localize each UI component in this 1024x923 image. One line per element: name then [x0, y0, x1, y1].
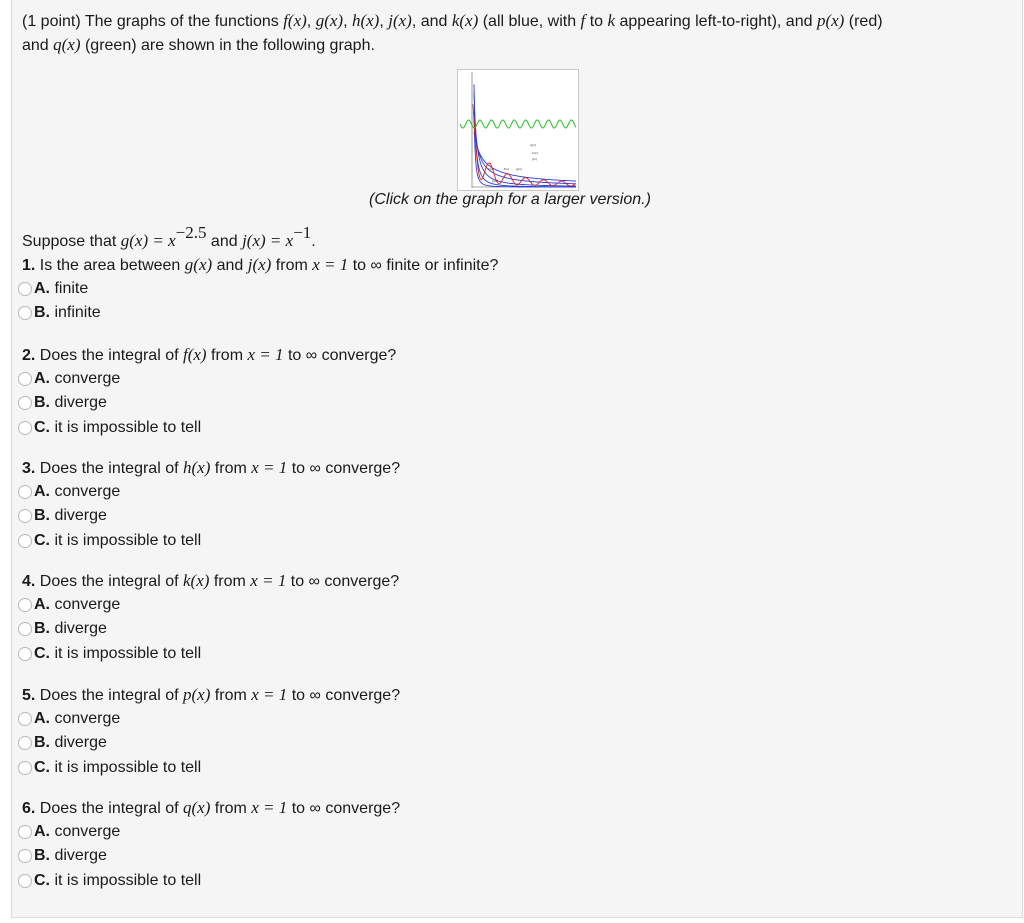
blue-curve-5	[474, 133, 576, 182]
math-p: p(x)	[816, 11, 845, 30]
option-letter: C.	[34, 644, 50, 662]
option-letter: C.	[34, 871, 50, 889]
radio-button[interactable]	[18, 534, 32, 548]
math-k-var: k	[607, 11, 616, 30]
option-b[interactable]	[18, 731, 400, 755]
math-j-def: j(x) = x	[242, 231, 294, 250]
question-text-part: Does the integral of	[35, 460, 183, 477]
option-text: converge	[50, 483, 121, 501]
curve-label: g(x)	[516, 167, 523, 171]
option-text: diverge	[50, 847, 107, 865]
math-bound: x = 1	[251, 685, 288, 704]
curve-label: j(x)	[532, 157, 537, 161]
question-5	[22, 683, 400, 780]
option-a[interactable]	[18, 480, 400, 504]
math-g: g(x)	[315, 11, 344, 30]
option-text: it is impossible to tell	[50, 644, 202, 662]
option-label	[34, 847, 107, 865]
intro-sep: ,	[306, 13, 316, 30]
option-c[interactable]	[18, 756, 400, 780]
question-2	[22, 343, 396, 440]
question-text-part: and	[212, 257, 248, 274]
math-bound: x = 1	[251, 458, 288, 477]
option-text: converge	[50, 823, 121, 841]
curve-label: h(x)	[488, 167, 495, 171]
radio-button[interactable]	[18, 874, 32, 888]
math-g-exponent: −2.5	[175, 222, 207, 242]
math-q: q(x)	[53, 35, 81, 54]
intro-text: (1 point) The graphs of the functions	[22, 13, 284, 30]
math-g-def: g(x) = x	[120, 231, 176, 250]
option-letter: C.	[34, 758, 50, 776]
math-fn: q(x)	[182, 798, 211, 817]
option-letter: B.	[34, 394, 50, 412]
math-fn: p(x)	[182, 685, 211, 704]
math-f-var: f	[580, 11, 586, 30]
radio-button[interactable]	[18, 761, 32, 775]
intro-text: and	[22, 37, 54, 54]
option-text: diverge	[50, 734, 107, 752]
graph-svg	[458, 70, 578, 190]
radio-button[interactable]	[18, 825, 32, 839]
question-text-part: to ∞ converge?	[287, 460, 401, 477]
option-letter: A.	[34, 823, 50, 841]
math-bound: x = 1	[312, 255, 349, 274]
option-text: it is impossible to tell	[50, 418, 202, 436]
option-label	[34, 759, 201, 777]
math-k: k(x)	[451, 11, 479, 30]
curve-label: f(x)	[504, 167, 510, 171]
radio-button[interactable]	[18, 712, 32, 726]
option-label	[34, 620, 107, 638]
question-3	[22, 456, 400, 553]
question-text-part: from	[210, 460, 252, 477]
question-text-part: Does the integral of	[35, 800, 183, 817]
option-c[interactable]	[18, 869, 400, 893]
option-text: diverge	[50, 507, 107, 525]
option-text: it is impossible to tell	[50, 531, 202, 549]
option-a[interactable]	[18, 820, 400, 844]
question-number: 5.	[22, 687, 36, 704]
given-functions	[22, 222, 316, 253]
radio-button[interactable]	[18, 396, 32, 410]
suppose-text: and	[206, 233, 243, 250]
option-letter: A.	[34, 483, 50, 501]
question-6	[22, 796, 400, 893]
option-label	[34, 483, 120, 501]
question-number: 2.	[22, 347, 36, 364]
radio-button[interactable]	[18, 647, 32, 661]
question-text-part: Does the integral of	[35, 687, 183, 704]
suppose-text: .	[311, 233, 316, 250]
question-text	[22, 683, 400, 707]
option-b[interactable]	[18, 301, 498, 325]
question-number: 4.	[22, 573, 36, 590]
option-letter: B.	[34, 734, 50, 752]
option-label	[34, 507, 107, 525]
intro-text: (green) are shown in the following graph.	[80, 37, 375, 54]
math-bound: x = 1	[250, 571, 287, 590]
option-letter: C.	[34, 531, 50, 549]
red-curve-p	[473, 104, 576, 186]
radio-button[interactable]	[18, 372, 32, 386]
question-text-part: to ∞ converge?	[283, 347, 397, 364]
option-letter: C.	[34, 418, 50, 436]
math-h: h(x)	[351, 11, 380, 30]
option-label	[34, 596, 120, 614]
option-label	[34, 370, 120, 388]
option-text: converge	[50, 710, 121, 728]
radio-button[interactable]	[18, 421, 32, 435]
option-label	[34, 394, 107, 412]
blue-curve-2	[474, 84, 576, 186]
option-label	[34, 823, 120, 841]
math-bound: x = 1	[251, 798, 288, 817]
curve-label: p(x)	[492, 179, 499, 183]
math-fn: g(x)	[184, 255, 213, 274]
question-text-part: to ∞ converge?	[286, 573, 400, 590]
option-label	[34, 419, 201, 437]
radio-button[interactable]	[18, 598, 32, 612]
option-label	[34, 280, 88, 298]
option-text: converge	[50, 370, 121, 388]
green-curve-q	[460, 120, 576, 128]
question-text-part: Is the area between	[35, 257, 185, 274]
option-letter: A.	[34, 280, 50, 298]
suppose-text: Suppose that	[22, 233, 121, 250]
question-text	[22, 569, 399, 593]
intro-text: appearing left-to-right), and	[615, 13, 817, 30]
option-b[interactable]	[18, 391, 396, 415]
question-4	[22, 569, 399, 666]
function-graph-thumbnail[interactable]	[457, 69, 579, 191]
option-text: diverge	[50, 394, 107, 412]
question-text-part: Does the integral of	[35, 573, 183, 590]
question-text-part: from	[271, 257, 313, 274]
question-text-part: from	[209, 573, 251, 590]
option-a[interactable]	[18, 593, 399, 617]
option-label	[34, 710, 120, 728]
math-fn: k(x)	[182, 571, 210, 590]
option-text: infinite	[50, 304, 101, 322]
question-text-part: to ∞ finite or infinite?	[348, 257, 499, 274]
question-text-part: from	[206, 347, 248, 364]
radio-button[interactable]	[18, 485, 32, 499]
question-text	[22, 253, 498, 277]
option-letter: A.	[34, 370, 50, 388]
curve-label: q(x)	[530, 143, 537, 147]
math-bound: x = 1	[247, 345, 284, 364]
question-number: 1.	[22, 257, 36, 274]
option-label	[34, 734, 107, 752]
question-number: 3.	[22, 460, 36, 477]
radio-button[interactable]	[18, 306, 32, 320]
problem-panel	[11, 0, 1023, 918]
math-f: f(x)	[283, 11, 307, 30]
question-text	[22, 456, 400, 480]
option-b[interactable]	[18, 504, 400, 528]
option-c[interactable]	[18, 642, 399, 666]
radio-button[interactable]	[18, 622, 32, 636]
option-a[interactable]	[18, 707, 400, 731]
option-c[interactable]	[18, 529, 400, 553]
option-letter: A.	[34, 596, 50, 614]
intro-sep: , and	[411, 13, 452, 30]
option-label	[34, 872, 201, 890]
question-text-part: to ∞ converge?	[287, 687, 401, 704]
radio-button[interactable]	[18, 282, 32, 296]
radio-button[interactable]	[18, 736, 32, 750]
question-text	[22, 796, 400, 820]
curve-label: k(x)	[532, 151, 538, 155]
option-b[interactable]	[18, 617, 399, 641]
option-label	[34, 645, 201, 663]
question-text-part: to ∞ converge?	[287, 800, 401, 817]
math-fn: h(x)	[182, 458, 211, 477]
option-b[interactable]	[18, 844, 400, 868]
blue-curve-3	[474, 92, 576, 186]
question-1	[22, 253, 498, 326]
intro-text: (all blue, with	[478, 13, 581, 30]
option-text: finite	[50, 280, 89, 298]
math-fn: f(x)	[182, 345, 207, 364]
intro-text: (red)	[844, 13, 883, 30]
option-text: it is impossible to tell	[50, 871, 202, 889]
radio-button[interactable]	[18, 849, 32, 863]
option-letter: A.	[34, 710, 50, 728]
option-label	[34, 532, 201, 550]
blue-curve-4	[474, 120, 576, 184]
option-text: diverge	[50, 620, 107, 638]
question-text-part: from	[210, 687, 252, 704]
intro-sep: ,	[343, 13, 352, 30]
math-fn: j(x)	[247, 255, 272, 274]
option-text: converge	[50, 596, 121, 614]
option-letter: B.	[34, 620, 50, 638]
graph-caption: (Click on the graph for a larger version.)	[369, 191, 651, 208]
option-c[interactable]	[18, 416, 396, 440]
intro-text: to	[585, 13, 608, 30]
question-number: 6.	[22, 800, 36, 817]
question-text-part: Does the integral of	[35, 347, 183, 364]
option-label	[34, 304, 101, 322]
option-a[interactable]	[18, 367, 396, 391]
problem-intro	[22, 9, 1012, 57]
option-letter: B.	[34, 304, 50, 322]
option-letter: B.	[34, 507, 50, 525]
question-text-part: from	[210, 800, 252, 817]
math-j: j(x)	[388, 11, 412, 30]
question-text	[22, 343, 396, 367]
option-letter: B.	[34, 847, 50, 865]
math-j-exponent: −1	[293, 222, 312, 242]
radio-button[interactable]	[18, 509, 32, 523]
intro-sep: ,	[379, 13, 389, 30]
option-text: it is impossible to tell	[50, 758, 202, 776]
option-a[interactable]	[18, 277, 498, 301]
